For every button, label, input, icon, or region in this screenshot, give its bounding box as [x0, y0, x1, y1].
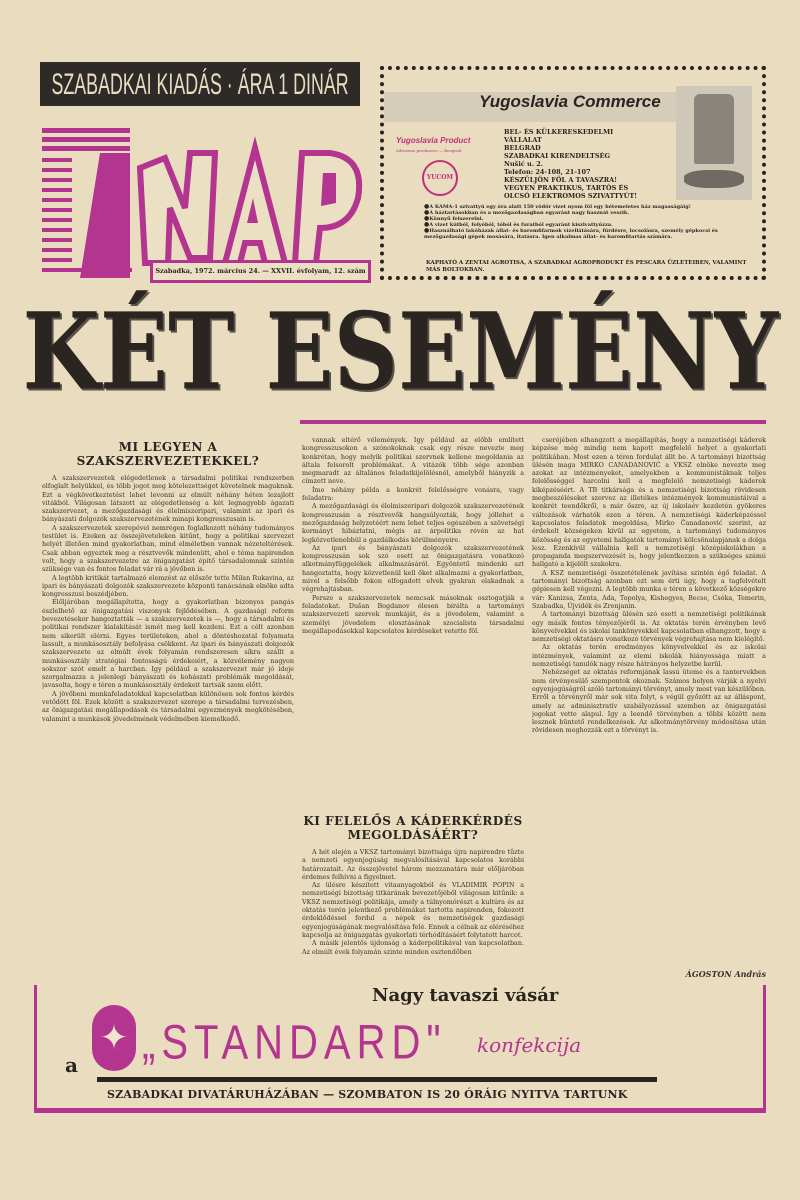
ad-underline [97, 1077, 657, 1082]
paragraph: vannak eltérő vélemények. Igy például az előbb említett kongresszusokon a szónokoknak csak egy része nevezte meg konkrétan, hogy melyik politikai szervnek kellene megoldania az általa felsorolt problémákat. A vitázók több sége azonban megmaradt az általános feladatkijelölésnél, amelyből hiányzik a címzett neve. [302, 436, 524, 486]
ad-headline: Nagy tavaszi vásár [372, 985, 559, 1006]
edition-banner [40, 62, 360, 106]
edition-banner-text: SZABADKAI KIADÁS · ÁRA 1 DINÁR [51, 67, 349, 101]
ad-bullet: ● Használható lakóházak állat- és baromfifarmok vízellátására, fürdésre, locsolásra, személy gépkocsi és mezőgazdasági gépek mosására, itatásra. Igen alkalmas állat- és baromfitartás számára. [424, 228, 754, 240]
ad-line: BELGRAD [504, 144, 541, 152]
ad-bullet: ● A háztartásokban és a mezőgazdaságban egyaránt nagy hasznát veszik. [424, 210, 754, 216]
dateline: Szabadka, 1972. március 24. — XXVII. évfolyam, 12. szám [150, 260, 371, 283]
standard-emblem-icon: ✦ [92, 1005, 136, 1071]
ad-line: SZABADKAI KIRENDELTSÉG [504, 152, 611, 160]
pump-image [676, 86, 752, 200]
yugoslavia-commerce-ad [380, 66, 766, 280]
paragraph: A KSZ nemzetiségi összetételének javítása szintén égő feladat. A tartományi bizottság azonban ezt sem érti úgy, hogy a tagfelvételt gépiesen kell végezni. A legtöbb munka e téren a következő községekre vár: Kanizsa, Zenta, Ada, Topolya, Kishegyes, Becse, Csóka, Temerin, Szabadka, Újvidék és Zrenjanin. [532, 568, 766, 610]
ad-product-logo: Yugoslavia Product [396, 136, 471, 145]
ad-line: VÁLLALAT [504, 136, 542, 144]
paragraph: A tartományi bizottság ülésén szó esett a nemzetiségi politikának egy másik fontos tényezőjéről is. Az oktatás terén érvényben levő könyvelvekkel és iskolai tankönyvekkel kapcsolatban elhangzott, hogy a nemzetiségi oktatásra vonatkozó törvények végrehajtása nem kielégítő. [532, 610, 766, 644]
main-headline-text: KÉT ESEMÉNY [22, 289, 778, 414]
paragraph: cseréjében elhangzott a megállapítás, hogy a nemzetiségi káderek képzése még mindig nem kapott megfelelő helyet a gyakorlati politikában. Most ezen a téren fordulat állt be. A tartományi bizottság ülésén maga MIRKO CANADANOVIĆ a VKSZ elnöke nevezte meg azokat az intézményeket, amelyekben a kommunistáknak teljes felelősséggel harcolni kell a megfelelő nemzetiségi káderek kiképzéséért. A TB titkársága és a nemzetiségi bizottság rövidesen megbeszéléseket szervez az illetékes intézmények kommunistáival a konkrét teendőkről, s már őszre, az új iskolaév kezdetén gyökeres változások várhatók ezen a téren. A nemzetiségi káderképzéssel kapcsolatos feladatok megoldása, Mirko Čanadanović szerint, az érdekelt községeken kívül az egyetem, a tartományi tudományos közösség és az egyetemi hallgatók tartományi kölcsönalapjának a dolga lesz. Ezenkívül vállalnia kell a nemzetiségi középiskolákban a propaganda megszervezését is, hogy jelentkezzen a szükséges számú hallgató a kijelölt szakokra. [532, 436, 766, 569]
ad-tagline: SZABADKAI DIVATÁRUHÁZÁBAN — SZOMBATON IS 20 ÓRÁIG NYITVA TARTUNK [107, 1088, 628, 1101]
article-title: KI FELELŐS A KÁDERKÉRDÉS MEGOLDÁSÁÉRT? [303, 814, 523, 842]
paragraph: A szakszervezetek szerepével nemrégen foglalkozott néhány tudományos testület is. Ezeken az összejöveteleken kitűnt, hogy a politikai szervezet helyét illetően mind gyakorlatban, mind elméletben vannak nézeteltérések. Csak abban egyeztek meg a résztvevők mindenütt, ahol e téma napirenden volt, hogy a szakszervezetre az önigazgatást építő társadalomnak szintén szüksége van és fontos feladat vár rá a jövőben is. [42, 523, 294, 574]
script-text: konfekcija [477, 1033, 582, 1057]
paragraph: Íme néhány példa a konkrét felelősségre vonásra, vagy feladatra: [302, 485, 524, 503]
paragraph: A legtöbb kritikát tartalmazó elemzést az először tette Milan Rukavina, az ipari és bányászati dolgozók szakszervezete központi tanácsának elnöke adta kongresszusi beszédjében. [42, 573, 294, 599]
paragraph: A másik jelentős újdonság a káderpolitikával van kapcsolatban. Az elmúlt évek folyamán szinte minden esztendőben [302, 939, 524, 956]
ad-brand: Yugoslavia Commerce [479, 92, 661, 111]
article-title: MI LEGYEN A SZAKSZERVEZETEKKEL? [76, 440, 260, 468]
paragraph: Az ipari és bányászati dolgozók szakszervezetének kongresszusán sok szó esett az önigazgatásra vonatkozó alkotmányfüggelékek alkalmazásáról. Egyöntetű mindenki azt hangoztatta, hogy közvetlenül kell őket alkalmazni a gyakorlatban, mivel a felsőbb fokon elfogadott elvek gyakran elakadnak a végrehajtásban. [302, 543, 524, 594]
main-headline [20, 289, 780, 414]
ad-line: OLCSÓ ELEKTROMOS SZIVATTYÚT! [504, 192, 638, 200]
ad-line: Nušić u. 2. [504, 160, 544, 168]
article-column-2b [302, 810, 524, 982]
paragraph: Persze a szakszervezetek nemcsak másoknak osztogatják a feladatokat. Dušan Bogdanov élesen bírálta a tartományi szakszervezeti szervek munkáját, és a jövedelem, valamint a személyi jövedelem elosztásának szocialista társadalmi megállapodásokkal kapcsolatos kérdéseket vetette föl. [302, 593, 524, 635]
ad-line: KÉSZÜLJÖN FÖL A TAVASZRA! [504, 176, 618, 184]
ad-stamp: YUCOM [422, 160, 458, 196]
standard-ad [34, 985, 766, 1113]
paragraph: A szakszervezetek elégedetlenek a társadalmi politikai rendszerben elfoglalt helyükkel, és több jogot meg kötelezettséget követelnek maguknak. Ezt a végkövetkeztetést lehet levonni az elmúlt néhány héten lezajlott vitákból. Világosan látszott az elégedetlenség a két legnagyobb ágazati szakszervezet, a mezőgazdasági és élelmiszeripari, valamint az ipari és bányászati dolgozók szakszervezetének minapi kongresszusain is. [42, 474, 294, 524]
article-column-3 [532, 436, 766, 986]
paragraph: Nehézséget az oktatás reformjának lassú üteme és a tantervekben nem érvényesülő szempontok okoznak. Számos helyen várják a nyelvi egyenjogúságról szóló tartományi törvényt, amely most van készülőben. Erről a törvényről már sok vita folyt, s végül győzött az az álláspont, amely az adminisztratív szabályozással szemben az önigazgatási jogokat vette alapul. Igy a leendő törvényben a többi között nem lesznek büntető rendelkezések. Az alkotmánytörvény módosítása után rövidesen meghozzák ezt a törvényt is. [532, 668, 766, 735]
paragraph: A jövőbeni munkafeladatokkal kapcsolatban különösen sok fontos kérdés vetődött föl. Ezek között a szakszervezet szerepe a társadalmi tervezésben, az önigazgatási megállapodások és társadalmi egyezmények megkötésében, valamint a munkások jövedelmének védelmében kiemelkedő. [42, 689, 294, 723]
ad-footer: KAPHATÓ A ZENTAI AGROTISA, A SZABADKAI AGROPRODUKT ÉS PESCARA ÜZLETEIBEN, VALAMINT MÁS BOLTOKBAN. [426, 260, 747, 273]
ad-line: BEL- ÉS KÜLKERESKEDELMI [504, 128, 614, 136]
ad-bullet: ● A KAMA-1 szivattyú egy óra alatt 150 vödör vizet nyom föl egy hétemeletes ház magasságáig! [424, 204, 754, 210]
ad-prefix: a [65, 1053, 78, 1077]
ad-product-logo-sub: Zdruzeno preduzece — Beograd [396, 148, 462, 153]
author-signature: ÁGOSTON András [685, 969, 766, 979]
standard-brand: „STANDARD" [142, 1016, 447, 1070]
ad-line: Telefon: 24-108, 21-107 [504, 168, 591, 176]
ad-bullet: ● Könnyű felszerelni. [424, 216, 754, 222]
paragraph: A mezőgazdasági és élelmiszeripari dolgozók szakszervezetének kongresszusán a résztvevők hangsúlyozták, hogy jóllehet a mezőgazdaság helyzetéért nem lehet teljes egészében a szövetségi kormányt hibáztatni, mégis az árpolitika révén az hat legközvetlenebbül a gazdálkodás körülményeire. [302, 502, 524, 544]
paragraph: Az ülésre készített vitaanyagokból és VLADIMIR POPIN a nemzetiségi bizottság titkárának bevezetőjéből világosan kitűnik: a VKSZ nemzetiségi politikája, amely a túlnyomórészt a kultúra és az oktatás terén jelentkező problémákat tartotta napirenden, fokozott érdeklődéssel fordul a népek és nemzetiségek gazdasági egyenjogúságának megvalósítása felé. Ennek a célnak az eléréséhez kapcsolja az önigazgatás gyakorlati térhódításáért folytatott harcot. [302, 881, 524, 939]
ad-bullet: ● A vizet kútból, folyóból, tóból és furatból egyaránt kiszivattyúzza. [424, 222, 754, 228]
article-column-1 [42, 436, 294, 988]
ad-address [504, 128, 637, 200]
article-column-2 [302, 436, 524, 808]
paragraph: Előljáróban megállapította, hogy a gyakorlatban bizonyos pangás észlelhető az önigazgatási viszonyok fejlődésében. A gazdasági reform bevezetésekor hangoztatták — a szakszervezetek is —, hogy a társadalmi és politikai rendszer kialakítását ismét meg kell kezdeni. Ezt a célt azonban nem sikerült elérni. Egyes területeken, ahol a döntéshozatal folyamata lassult, a munkásosztály befolyása csökkent. Az ipari és bányászati dolgozók szakszervezete az elmúlt évek folyamán rendszeresen síkra szállt a munkásosztály stratégiai fontosságú érdekeiért, a közvélemény nagyon sokszor szót emelt a harcban. Igy például a szakszervezet már jó ideje szorgalmazza a jelenlegi bányászati és kohászati problémák megoldását, javasolta, hogy e téren a munkásosztály érdekeit tartsák szem előtt. [42, 598, 294, 690]
magenta-rule [300, 420, 766, 424]
ad-line: VEGYEN PRAKTIKUS, TARTÓS ÉS [504, 184, 629, 192]
paragraph: A hét elején a VKSZ tartományi bizottsága újra napirendre tűzte a nemzeti egyenjogúság megvalósításával kapcsolatos korábbi határozatait. Az összejövetel három mozzanatára már előljáróban érdemes felhívni a figyelmet. [302, 848, 524, 881]
paragraph: Az oktatás terén eredményes könyvelvekkel és az iskolai intézmények, valamint az elemi iskolák hiányossága miatt a nemzetiségi tanulók nagy része hátrányos helyzetbe kerül. [532, 643, 766, 669]
ad-bullets [424, 204, 754, 240]
